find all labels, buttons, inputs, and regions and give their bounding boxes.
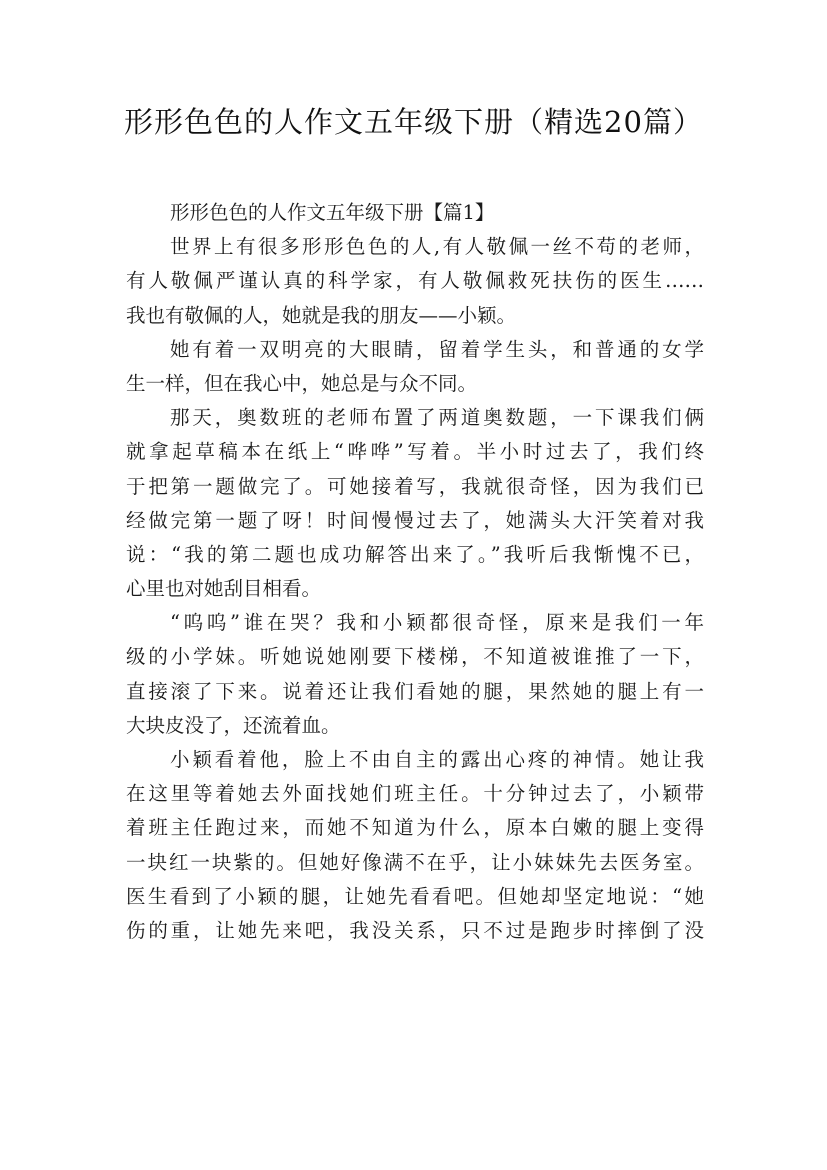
paragraph-line: 级的小学妹。听她说她刚要下楼梯，不知道被谁推了一下，	[126, 645, 704, 669]
article-body	[126, 196, 704, 948]
paragraph-line: 那天，奥数班的老师布置了两道奥数题，一下课我们俩	[170, 406, 704, 430]
paragraph-line: 一块红一块紫的。但她好像满不在乎，让小妹妹先去医务室。	[126, 850, 704, 874]
paragraph-line: “呜呜”谁在哭？我和小颖都很奇怪，原来是我们一年	[170, 611, 704, 635]
paragraph-line: 经做完第一题了呀！时间慢慢过去了，她满头大汗笑着对我	[126, 508, 704, 532]
paragraph-line: 心里也对她刮目相看。	[126, 577, 322, 601]
paragraph-line: 大块皮没了，还流着血。	[126, 713, 341, 737]
paragraph-line: 世界上有很多形形色色的人,有人敬佩一丝不苟的老师，	[170, 235, 704, 259]
paragraph-line: 着班主任跑过来，而她不知道为什么，原本白嫩的腿上变得	[126, 816, 704, 840]
paragraph-line: 我也有敬佩的人，她就是我的朋友——小颖。	[126, 303, 517, 327]
paragraph-line: 就拿起草稿本在纸上“哗哗”写着。半小时过去了，我们终	[126, 440, 704, 464]
paragraph-line: 伤的重，让她先来吧，我没关系，只不过是跑步时摔倒了没	[126, 918, 704, 942]
paragraph-line: 直接滚了下来。说着还让我们看她的腿，果然她的腿上有一	[126, 679, 704, 703]
paragraph-line: 在这里等着她去外面找她们班主任。十分钟过去了，小颖带	[126, 782, 704, 806]
paragraph-line: 说：“我的第二题也成功解答出来了。”我听后我惭愧不已，	[126, 542, 704, 566]
paragraph-line: 生一样，但在我心中，她总是与众不同。	[126, 371, 478, 395]
section-heading: 形形色色的人作文五年级下册【篇1】	[170, 201, 495, 224]
paragraph-line: 有人敬佩严谨认真的科学家，有人敬佩救死扶伤的医生……	[126, 269, 704, 293]
paragraph-line: 医生看到了小颖的腿，让她先看看吧。但她却坚定地说：“她	[126, 884, 704, 908]
paragraph-line: 她有着一双明亮的大眼睛，留着学生头，和普通的女学	[170, 337, 704, 361]
paragraph-line: 小颖看着他，脸上不由自主的露出心疼的神情。她让我	[170, 748, 704, 771]
document-title: 形形色色的人作文五年级下册（精选20篇）	[124, 105, 703, 139]
paragraph-line: 于把第一题做完了。可她接着写，我就很奇怪，因为我们已	[126, 474, 704, 498]
